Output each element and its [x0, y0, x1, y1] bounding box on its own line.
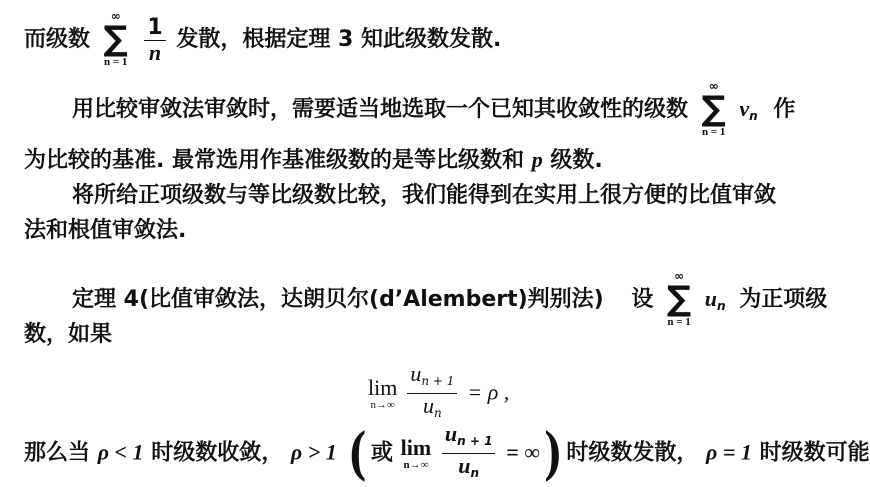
- line-comparison-test: 用比较审敛法审敛时，需要适当地选取一个已知其收敛性的级数 ∞ ∑ n = 1 $v_n$ 作: [72, 79, 796, 138]
- line-root-test: 法和根值审敛法.: [24, 218, 187, 243]
- summation-symbol: ∞ ∑ n = 1: [666, 269, 692, 328]
- limit-operator: lim n→∞: [368, 374, 398, 411]
- line-baseline: 为比较的基准. 最常选用作基准级数的是等比级数和 p 级数.: [24, 147, 603, 173]
- fraction-1-over-n: $\frac{1}{n}$: [144, 16, 165, 65]
- ratio-fraction: $\frac{un + 1}{un}$: [442, 422, 496, 485]
- summation-symbol: ∞ ∑ n = 1: [701, 79, 726, 138]
- line2-prefix: 用比较审敛法审敛时，需要适当地选取一个已知其收敛性的级数: [72, 97, 689, 122]
- summation-symbol: ∞ ∑ n = 1: [103, 9, 128, 68]
- line-if: 数，如果: [24, 322, 113, 347]
- line-divergent-series: [24, 10, 501, 70]
- line1-suffix: 发散，根据定理 3 知此级数发散.: [176, 27, 502, 52]
- term-v: v: [739, 96, 750, 121]
- condition-rho-less-1: ρ < 1: [97, 439, 144, 465]
- line2-suffix: 作: [773, 97, 796, 122]
- condition-rho-greater-1: ρ > 1: [290, 439, 337, 465]
- formula-rhs: = ρ ,: [467, 379, 510, 405]
- theorem-4-heading: 定理 4(比值审敛法，达朗贝尔(d’Alembert)判别法) 设 ∞ ∑ n = 1 $u_n$ 为正项级: [72, 269, 828, 328]
- limit-operator: lim n→∞: [400, 434, 432, 471]
- theorem-title: 定理 4(比值审敛法，达朗贝尔(d’Alembert)判别法): [72, 287, 604, 312]
- term-u: u: [704, 286, 718, 311]
- line1-prefix: 而级数: [24, 27, 91, 52]
- ratio-limit-formula: [368, 362, 509, 425]
- line-convergence-conditions: 那么当 ρ < 1 时级数收敛， ρ > 1 ( 或 lim n→∞ $\frac{un + 1}{un}$ = ∞) 时级数发散， ρ = 1 时级数可能: [24, 420, 870, 487]
- ratio-fraction: $\frac{un + 1}{un}$: [407, 362, 457, 425]
- variable-p: p: [531, 147, 543, 172]
- line-ratio-intro: 将所给正项级数与等比级数比较，我们能得到在实用上很方便的比值审敛: [72, 183, 777, 208]
- condition-rho-equal-1: ρ = 1: [706, 439, 752, 465]
